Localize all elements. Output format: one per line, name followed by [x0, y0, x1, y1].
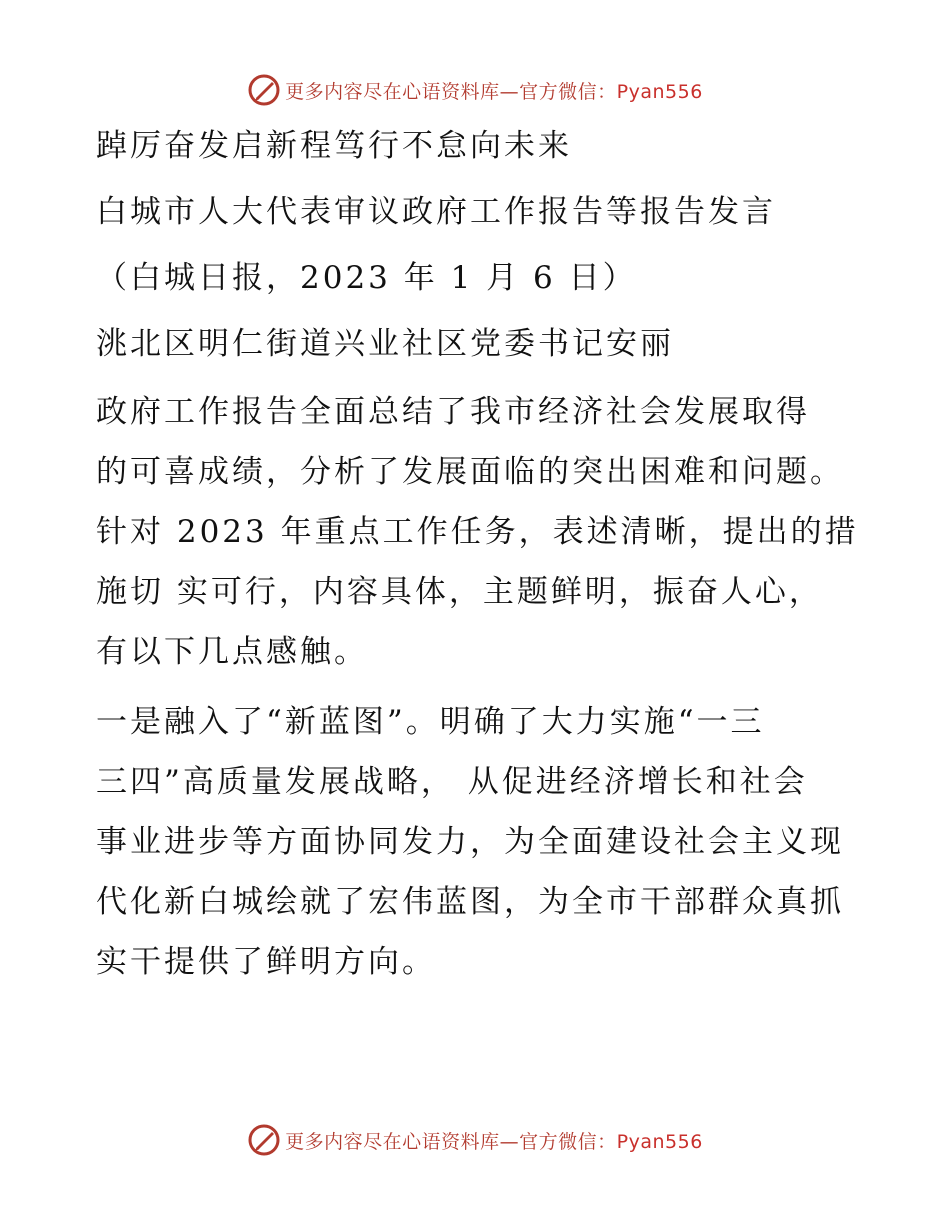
paragraph-line: 实干提供了鲜明方向。 [96, 944, 436, 980]
paragraph-line: 事业进步等方面协同发力，为全面建设社会主义现 [96, 824, 844, 860]
footer-watermark [0, 1120, 950, 1160]
paragraph-line: 有以下几点感触。 [96, 634, 368, 670]
paragraph-blueprint [96, 692, 856, 992]
paragraph-line: 的可喜成绩，分析了发展面临的突出困难和问题。 [96, 454, 844, 490]
paragraph-line: 施切 实可行，内容具体，主题鲜明，振奋人心， [96, 574, 823, 610]
header-watermark [0, 70, 950, 110]
paragraph-line: 针对 2023 年重点工作任务，表述清晰，提出的措 [96, 514, 859, 550]
paragraph-line: 一是融入了“新蓝图”。明确了大力实施“一三 [96, 704, 765, 740]
quill-pen-seal-icon [247, 1123, 281, 1157]
paragraph-line: 政府工作报告全面总结了我市经济社会发展取得 [96, 394, 810, 430]
watermark-text: 更多内容尽在心语资料库—官方微信：Pyan556 [285, 1130, 703, 1153]
document-title: 踔厉奋发启新程笃行不怠向未来 [96, 128, 572, 164]
document-speaker: 洮北区明仁街道兴业社区党委书记安丽 [96, 326, 674, 362]
document-subtitle: 白城市人大代表审议政府工作报告等报告发言 [96, 194, 776, 230]
document-body [96, 118, 859, 992]
paragraph-summary [96, 382, 859, 682]
paragraph-line: 三四”高质量发展战略， 从促进经济增长和社会 [96, 764, 808, 800]
paragraph-line: 代化新白城绘就了宏伟蓝图，为全市干部群众真抓 [96, 884, 844, 920]
quill-pen-seal-icon [247, 73, 281, 107]
document-source: （白城日报，2023 年 1 月 6 日） [96, 260, 637, 296]
watermark-text: 更多内容尽在心语资料库—官方微信：Pyan556 [285, 80, 703, 103]
